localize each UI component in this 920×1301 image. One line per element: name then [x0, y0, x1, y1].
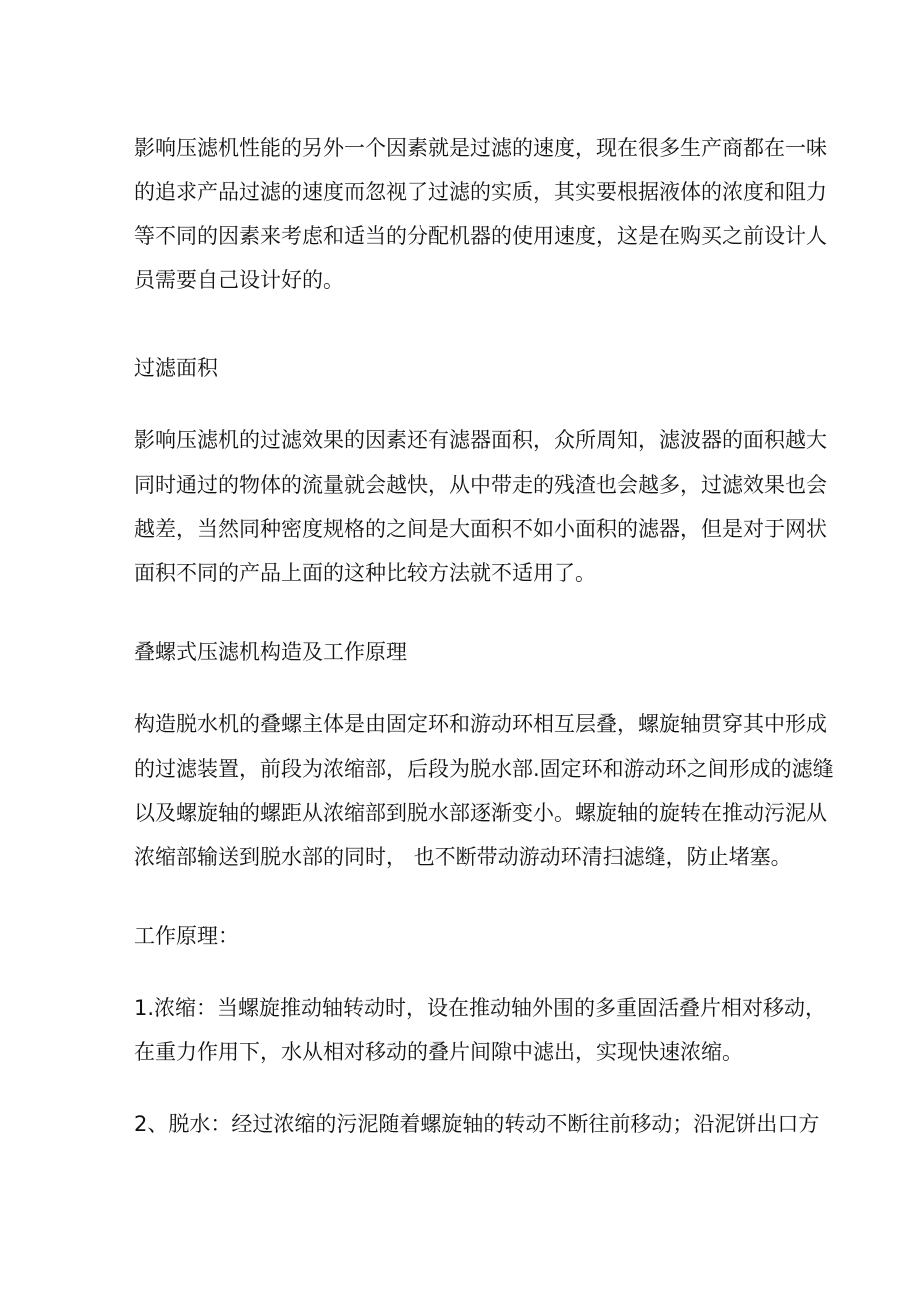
paragraph-filter-speed-line-4: 员需要自己设计好的。: [134, 268, 344, 292]
heading-structure: 叠螺式压滤机构造及工作原理: [134, 640, 407, 664]
paragraph-structure-line-4: 浓缩部输送到脱水部的同时， 也不断带动游动环清扫滤缝，防止堵塞。: [134, 845, 792, 869]
paragraph-structure-line-3: 以及螺旋轴的螺距从浓缩部到脱水部逐渐变小。螺旋轴的旋转在推动污泥从: [134, 801, 827, 825]
paragraph-filter-area-line-2: 同时通过的物体的流量就会越快，从中带走的残渣也会越多，过滤效果也会: [134, 473, 827, 497]
paragraph-filter-area-line-3: 越差，当然同种密度规格的之间是大面积不如小面积的滤器，但是对于网状: [134, 517, 827, 541]
heading-filter-area: 过滤面积: [134, 356, 218, 380]
heading-principle: 工作原理：: [134, 924, 239, 948]
paragraph-structure-line-2: 的过滤装置，前段为浓缩部，后段为脱水部.固定环和游动环之间形成的滤缝: [134, 757, 834, 781]
paragraph-filter-speed-line-1: 影响压滤机性能的另外一个因素就是过滤的速度，现在很多生产商都在一味: [134, 136, 827, 160]
paragraph-filter-area-line-4: 面积不同的产品上面的这种比较方法就不适用了。: [134, 561, 596, 585]
step-2-line-1: 2、脱水：经过浓缩的污泥随着螺旋轴的转动不断往前移动；沿泥饼出口方: [134, 1112, 820, 1136]
paragraph-filter-speed-line-3: 等不同的因素来考虑和适当的分配机器的使用速度，这是在购买之前设计人: [134, 224, 827, 248]
paragraph-structure-line-1: 构造脱水机的叠螺主体是由固定环和游动环相互层叠，螺旋轴贯穿其中形成: [134, 712, 827, 736]
step-1-line-2: 在重力作用下，水从相对移动的叠片间隙中滤出，实现快速浓缩。: [134, 1040, 743, 1064]
step-1-line-1: 1.浓缩：当螺旋推动轴转动时，设在推动轴外围的多重固活叠片相对移动，: [134, 996, 827, 1020]
paragraph-filter-area-line-1: 影响压滤机的过滤效果的因素还有滤器面积，众所周知，滤波器的面积越大: [134, 428, 827, 452]
paragraph-filter-speed-line-2: 的追求产品过滤的速度而忽视了过滤的实质，其实要根据液体的浓度和阻力: [134, 180, 827, 204]
